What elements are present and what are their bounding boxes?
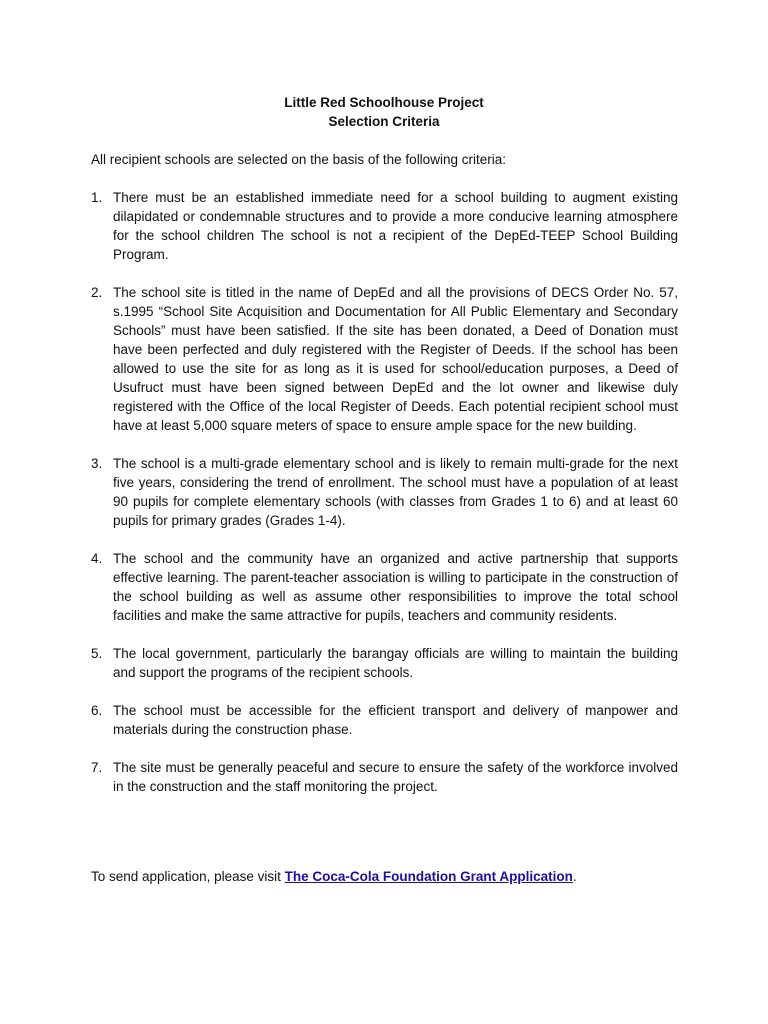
criterion-text: The school site is titled in the name of DepEd and all the provisions of DECS Order No. 57, s.1995 “School Site Acquisition and Documentation for All Public Elementary and Secondary Schools” must have been satisfied. If the site has been donated, a Deed of Donation must have been perfected and duly registered with the Register of Deeds. If the school has been allowed to use the site for as long as it is used for school/education purposes, a Deed of Usufruct must have been signed between DepEd and the lot owner and likewise duly registered with the Office of the local Register of Deeds. Each potential recipient school must have at least 5,000 square meters of space to ensure ample space for the new building. — [113, 285, 678, 433]
criterion-item-2 — [91, 283, 678, 435]
criterion-text: The school is a multi-grade elementary school and is likely to remain multi-grade for the next five years, considering the trend of enrollment. The school must have a population of at least 90 pupils for complete elementary schools (with classes from Grades 1 to 6) and at least 60 pupils for primary grades (Grades 1-4). — [113, 456, 678, 528]
criterion-text: The site must be generally peaceful and secure to ensure the safety of the workforce involved in the construction and the staff monitoring the project. — [113, 760, 678, 794]
criterion-number: 6. — [91, 703, 103, 718]
grant-application-link[interactable]: The Coca-Cola Foundation Grant Application — [284, 869, 573, 884]
criterion-item-5 — [91, 644, 678, 682]
criterion-item-4 — [91, 549, 678, 625]
intro-paragraph: All recipient schools are selected on the basis of the following criteria: — [91, 152, 506, 167]
criterion-number: 1. — [91, 190, 103, 205]
application-footer — [91, 867, 691, 886]
document-subtitle: Selection Criteria — [328, 114, 440, 129]
criterion-item-6 — [91, 701, 678, 739]
criterion-text: The school and the community have an organized and active partnership that supports effective learning. The parent-teacher association is willing to participate in the construction of the school building as well as assume other responsibilities to improve the total school facilities and make the same attractive for pupils, teachers and community residents. — [113, 551, 678, 623]
title-block — [0, 93, 768, 131]
criterion-text: The school must be accessible for the efficient transport and delivery of manpower and materials during the construction phase. — [113, 703, 678, 737]
criterion-text: There must be an established immediate need for a school building to augment existing dilapidated or condemnable structures and to provide a more conducive learning atmosphere for the school children The school is not a recipient of the DepEd-TEEP School Building Program. — [113, 190, 678, 262]
criterion-number: 5. — [91, 646, 103, 661]
criterion-number: 2. — [91, 285, 103, 300]
criterion-text: The local government, particularly the barangay officials are willing to maintain the building and support the programs of the recipient schools. — [113, 646, 678, 680]
criterion-item-1 — [91, 188, 678, 264]
criterion-number: 4. — [91, 551, 103, 566]
criterion-item-7 — [91, 758, 678, 796]
criterion-item-3 — [91, 454, 678, 530]
criteria-list — [91, 188, 678, 815]
criterion-number: 7. — [91, 760, 103, 775]
document-title: Little Red Schoolhouse Project — [284, 95, 484, 110]
criterion-number: 3. — [91, 456, 103, 471]
footer-suffix: . — [572, 869, 577, 884]
footer-prefix: To send application, please visit — [91, 869, 285, 884]
